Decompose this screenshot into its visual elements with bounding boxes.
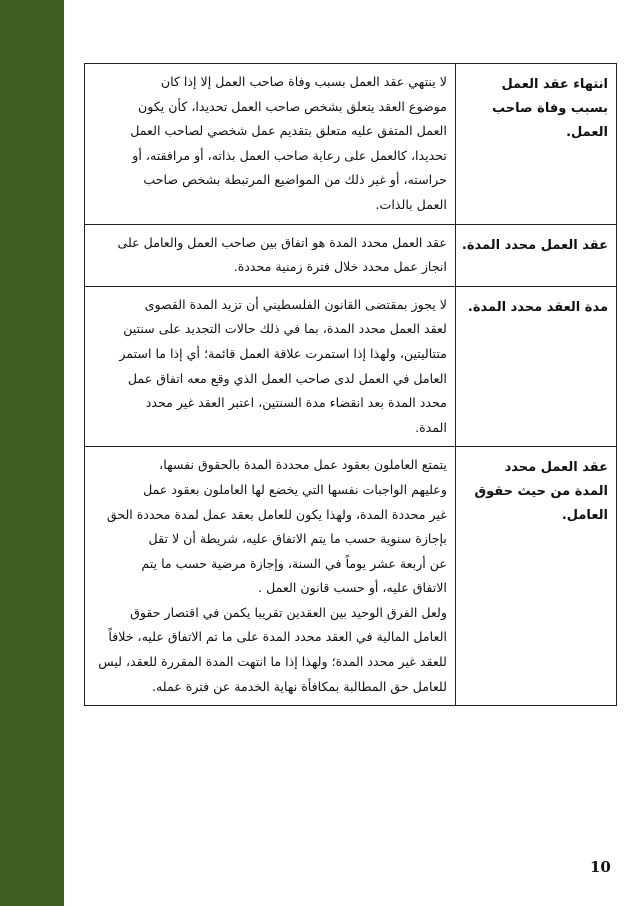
definition-line: حراسته، أو غير ذلك من المواضيع المرتبطة بشخص صاحب bbox=[143, 172, 447, 188]
term-cell bbox=[455, 224, 616, 286]
definition-line: العامل المالية في العقد محدد المدة على ما تم الاتفاق عليه، خلافاً bbox=[108, 629, 447, 645]
definition-line: متتاليتين، ولهذا إذا استمرت علاقة العمل قائمة؛ أي إذا ما استمر bbox=[119, 345, 447, 361]
green-side-bar bbox=[0, 0, 64, 906]
term-cell bbox=[455, 64, 616, 225]
definition-line: لعقد العمل محدد المدة، بما في ذلك حالات التجديد على سنتين bbox=[123, 321, 447, 337]
definition-line: تحديدا، كالعمل على رعاية صاحب العمل بذاته، أو مرافقته، أو bbox=[132, 147, 447, 163]
definitions-table bbox=[84, 63, 617, 706]
definition-line: الاتفاق عليه، أو حسب قانون العمل . bbox=[258, 580, 447, 596]
table-row bbox=[85, 447, 617, 706]
term-cell bbox=[455, 286, 616, 447]
term-line: العمل. bbox=[566, 125, 608, 140]
definition-line: عقد العمل محدد المدة هو اتفاق بين صاحب العمل والعامل على bbox=[117, 234, 447, 250]
definition-line: ولعل الفرق الوحيد بين العقدين تقريبا يكمن في اقتصار حقوق bbox=[130, 604, 447, 620]
definition-line: بإجازة سنوية حسب ما يتم الاتفاق عليه، شريطة أن لا تقل bbox=[148, 531, 447, 547]
definition-cell bbox=[85, 64, 456, 225]
term-line: المدة من حيث حقوق bbox=[474, 484, 608, 500]
definition-cell bbox=[85, 286, 456, 447]
definition-line: محدد المدة بعد انقضاء مدة السنتين، اعتبر العقد غير محدد bbox=[145, 395, 447, 411]
definition-line: العامل في العمل لدى صاحب العمل الذي وقع معه اتفاق عمل bbox=[127, 370, 447, 386]
definition-cell bbox=[85, 224, 456, 286]
definition-line: يتمتع العاملون بعقود عمل محددة المدة بالحقوق نفسها، bbox=[159, 457, 447, 473]
table-row bbox=[85, 64, 617, 225]
definition-line: للعقد غير محدد المدة؛ ولهذا إذا ما انتهت المدة المقررة للعقد، ليس bbox=[98, 654, 447, 670]
term-line: العامل. bbox=[561, 508, 608, 524]
definition-line: عن أربعة عشر يوماً في السنة، وإجازة مرضية حسب ما يتم bbox=[141, 555, 447, 571]
page-number: 10 bbox=[590, 858, 611, 876]
definition-line: لا يجوز بمقتضى القانون الفلسطيني أن تزيد المدة القصوى bbox=[144, 296, 447, 312]
table-row bbox=[85, 224, 617, 286]
term-line: عقد العمل محدد bbox=[504, 460, 608, 476]
term-line: عقد العمل محدد المدة. bbox=[461, 237, 608, 253]
definition-line: لا ينتهي عقد العمل بسبب وفاة صاحب العمل إلا إذا كان bbox=[160, 74, 447, 89]
definition-line: موضوع العقد يتعلق بشخص صاحب العمل تحديدا، كأن يكون bbox=[138, 98, 447, 114]
definition-cell bbox=[85, 447, 456, 706]
term-line: مدة العقد محدد المدة. bbox=[467, 299, 608, 315]
term-line: بسبب وفاة صاحب bbox=[492, 101, 608, 116]
definition-line: للعامل حق المطالبة بمكافأة نهاية الخدمة عن فترة عمله. bbox=[152, 678, 447, 694]
definition-line: غير محددة المدة، ولهذا يكون للعامل بعقد عمل لمدة محددة الحق bbox=[106, 506, 447, 522]
definition-line: المدة. bbox=[415, 419, 447, 435]
definition-line: انجاز عمل محدد خلال فترة زمنية محددة. bbox=[233, 259, 447, 275]
definition-line: وعليهم الواجبات نفسها التي يخضع لها العاملون بعقود عمل bbox=[143, 481, 447, 497]
term-line: انتهاء عقد العمل bbox=[501, 77, 608, 92]
definition-line: العمل بالذات. bbox=[375, 196, 447, 212]
definition-line: العمل المتفق عليه متعلق بتقديم عمل شخصي لصاحب العمل bbox=[130, 123, 447, 139]
table-row bbox=[85, 286, 617, 447]
term-cell bbox=[455, 447, 616, 706]
